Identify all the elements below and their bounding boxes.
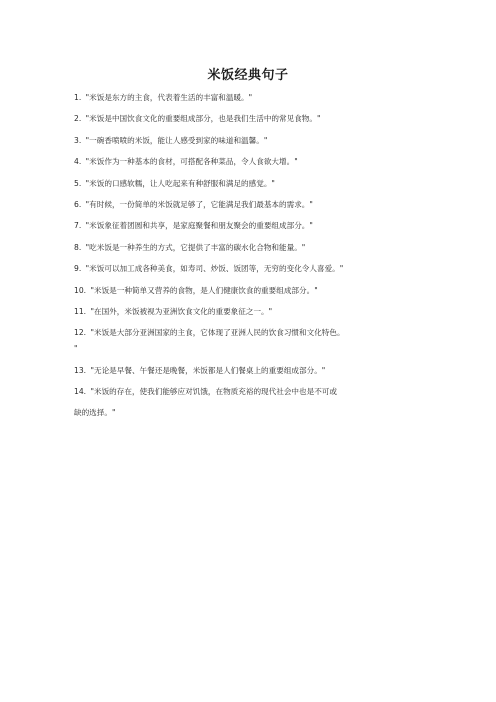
item-number: 1. [74,93,82,102]
document-title: 米饭经典句子 [207,68,289,83]
list-item [74,178,434,190]
list-item [74,327,434,355]
list-item [74,199,434,211]
item-text: "吃米饭是一种养生的方式，它提供了丰富的碳水化合物和能量。" [85,242,306,252]
item-text: "米饭的口感软糯，让人吃起来有种舒服和满足的感觉。" [85,178,275,188]
item-number: 14. [74,387,87,397]
item-number: 13. [74,365,87,375]
item-number: 4. [74,157,82,167]
item-text: "米饭象征着团圆和共享，是家庭聚餐和朋友聚会的重要组成部分。" [85,221,313,231]
item-text: "米饭是大部分亚洲国家的主食，它体现了亚洲人民的饮食习惯和文化特色。 [90,328,345,338]
item-text: "米饭作为一种基本的食材，可搭配各种菜品，令人食欲大增。" [85,157,298,167]
list-item [74,285,434,297]
item-number: 3. [74,135,82,145]
item-number: 8. [74,242,82,252]
list-item [74,220,434,232]
item-number: 12. [74,328,87,338]
item-number: 9. [74,264,82,274]
item-text: "米饭是东方的主食，代表着生活的丰富和温暖。" [85,93,253,102]
list-item [74,92,434,104]
item-text: "米饭是一种简单又营养的食物，是人们健康饮食的重要组成部分。" [90,285,318,295]
item-number: 2. [74,114,82,124]
item-number: 5. [74,178,82,188]
item-text-continuation: 缺的选择。" [74,408,116,418]
item-text: "米饭的存在，使我们能够应对饥饿，在物质充裕的现代社会中也是不可或 [90,387,337,397]
item-text: "一碗香喷喷的米饭，能让人感受到家的味道和温馨。" [85,135,268,145]
item-number: 6. [74,199,82,209]
list-item [74,263,434,275]
item-text-continuation: " [74,344,78,354]
list-item [74,135,434,147]
item-number: 10. [74,285,87,295]
list-item [74,386,434,419]
list-item [74,113,434,125]
item-text: "米饭是中国饮食文化的重要组成部分，也是我们生活中的常见食物。" [85,114,321,124]
list-item [74,365,434,377]
item-text: "在国外，米饭被视为亚洲饮食文化的重要象征之一。" [90,306,273,316]
list-item [74,156,434,168]
list-item [74,306,434,318]
sentence-list [74,92,434,428]
item-text: "无论是早餐、午餐还是晚餐，米饭都是人们餐桌上的重要组成部分。" [90,365,326,375]
item-number: 7. [74,221,82,231]
item-text: "米饭可以加工成各种美食，如寿司、炒饭、饭团等，无穷的变化令人喜爱。" [85,264,344,274]
item-text: "有时候，一份简单的米饭就足够了，它能满足我们最基本的需求。" [85,199,313,209]
item-number: 11. [74,306,87,316]
list-item [74,242,434,254]
